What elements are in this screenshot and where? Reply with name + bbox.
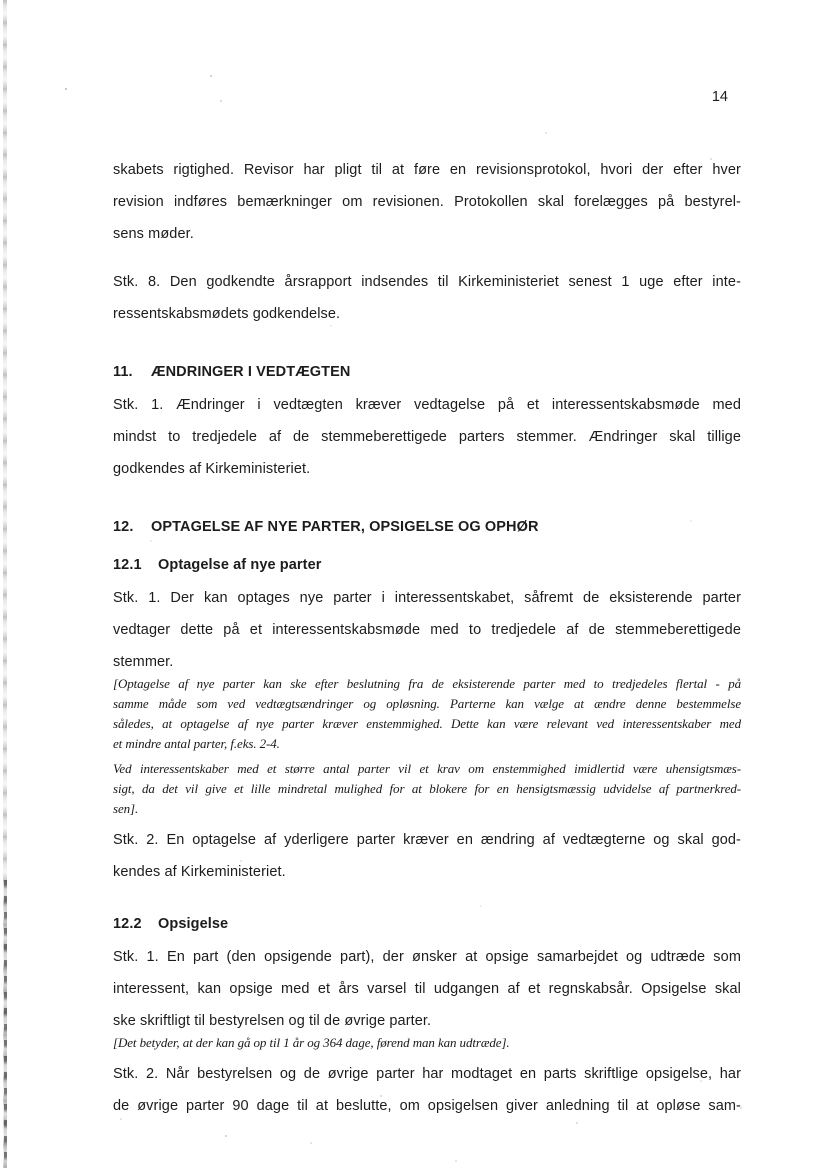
text-line: sen].: [113, 801, 139, 816]
section-heading: [113, 511, 741, 543]
text-line: mindst to tredjedele af de stemmeberettigede parters stemmer. Ændringer skal tillige: [113, 429, 741, 445]
paragraph: [113, 1058, 741, 1122]
paragraph: [113, 154, 741, 250]
paragraph: [113, 266, 741, 330]
text-line: ressentskabsmødets godkendelse.: [113, 306, 341, 322]
document-body: [113, 154, 741, 1122]
heading-number: 12.1: [113, 557, 142, 573]
text-line: ske skriftligt til bestyrelsen og til de øvrige parter.: [113, 1013, 432, 1029]
section-heading: [113, 356, 741, 388]
text-line: revision indføres bemærkninger om revisionen. Protokollen skal forelægges på bestyrel-: [113, 194, 741, 210]
section-heading: [113, 908, 741, 940]
text-line: vedtager dette på et interessentskabsmøde med to tredjedele af de stemmeberettigede: [113, 622, 741, 638]
text-line: interessent, kan opsige med et års varsel til udgangen af et regnskabsår. Opsigelse skal: [113, 981, 741, 997]
text-line: skabets rigtighed. Revisor har pligt til at føre en revisionsprotokol, hvori der efter hver: [113, 162, 741, 178]
text-line: godkendes af Kirkeministeriet.: [113, 461, 311, 477]
heading-label: ÆNDRINGER I VEDTÆGTEN: [151, 364, 351, 380]
page-number: 14: [711, 89, 728, 105]
text-line: således, at optagelse af nye parter kræver enstemmighed. Dette kan være relevant ved interessentskaber med: [113, 716, 741, 731]
text-line: sigt, da det vil give et lille mindretal mulighed for at blokere for en hensigtsmæssig udvidelse af partnerkred-: [113, 781, 741, 796]
heading-number: 11.: [113, 364, 133, 380]
text-line: Stk. 1. Der kan optages nye parter i interessentskabet, såfremt de eksisterende parter: [113, 590, 741, 606]
text-line: Stk. 8. Den godkendte årsrapport indsendes til Kirkeministeriet senest 1 uge efter inte-: [113, 274, 741, 290]
text-line: [Det betyder, at der kan gå op til 1 år og 364 dage, førend man kan udtræde].: [113, 1035, 510, 1050]
paragraph: [113, 824, 741, 888]
paragraph: [113, 582, 741, 678]
scan-noise-speckles: [0, 0, 2, 2]
text-line: et mindre antal parter, f.eks. 2-4.: [113, 736, 280, 751]
text-line: de øvrige parter 90 dage til at beslutte, om opsigelsen giver anledning til at opløse sam-: [113, 1098, 741, 1114]
text-line: kendes af Kirkeministeriet.: [113, 864, 286, 880]
text-line: Ved interessentskaber med et større antal parter vil et krav om enstemmighed imidlertid være uhensigtsmæs-: [113, 761, 741, 776]
text-line: Stk. 1. Ændringer i vedtægten kræver vedtagelse på et interessentskabsmøde med: [113, 397, 741, 413]
heading-number: 12.: [113, 519, 134, 535]
heading-label: Optagelse af nye parter: [158, 557, 322, 573]
commentary-note: [113, 674, 741, 754]
text-line: samme måde som ved vedtægtsændringer og opløsning. Parterne kan vælge at ændre denne bestemmelse: [113, 696, 741, 711]
text-line: Stk. 2. Når bestyrelsen og de øvrige parter har modtaget en parts skriftlige opsigelse, har: [113, 1066, 741, 1082]
text-line: sens møder.: [113, 226, 194, 242]
text-line: [Optagelse af nye parter kan ske efter beslutning fra de eksisterende parter med to tredjedeles flertal - på: [113, 676, 741, 691]
heading-number: 12.2: [113, 916, 142, 932]
paragraph: [113, 941, 741, 1037]
paragraph: [113, 389, 741, 485]
commentary-note: [113, 1033, 741, 1053]
document-content: [113, 87, 741, 1138]
section-heading: [113, 549, 741, 581]
commentary-note: [113, 759, 741, 819]
text-line: Stk. 1. En part (den opsigende part), der ønsker at opsige samarbejdet og udtræde som: [113, 949, 741, 965]
text-line: stemmer.: [113, 654, 174, 670]
scan-edge-artifact-dark: [4, 880, 7, 1168]
text-line: Stk. 2. En optagelse af yderligere parter kræver en ændring af vedtægterne og skal god-: [113, 832, 741, 848]
heading-label: Opsigelse: [158, 916, 229, 932]
heading-label: OPTAGELSE AF NYE PARTER, OPSIGELSE OG OPHØR: [151, 519, 539, 535]
